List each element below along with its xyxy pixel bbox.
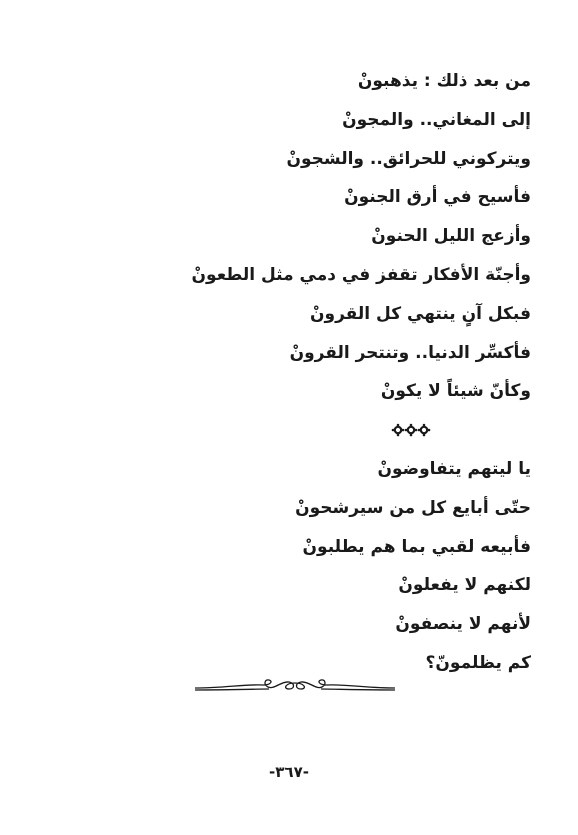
page-number: -٣٦٧-	[269, 763, 309, 781]
poem-line: يا ليتهم يتفاوضونْ	[377, 458, 531, 479]
poem-line: فأكسِّر الدنيا.. وتنتحر القرونْ	[289, 342, 531, 363]
stanza-separator	[201, 411, 531, 450]
poem-line: وكأنّ شيئاً لا يكونْ	[380, 381, 531, 402]
poem-line: حتّى أبايع كل من سيرشحونْ	[295, 497, 531, 518]
poem-line: من بعد ذلك : يذهبونْ	[357, 71, 531, 91]
poem-line: وأزعج الليل الحنونْ	[371, 226, 531, 247]
poem-line: كم يظلمونّ؟	[425, 652, 531, 673]
poem-line: لكنهم لا يفعلونْ	[398, 575, 531, 596]
poem-line: لأنهم لا ينصفونْ	[395, 614, 531, 635]
flourish-divider-icon	[195, 675, 395, 699]
poem-line: وأجنّة الأفكار تقفز في دمي مثل الطعونْ	[191, 264, 531, 285]
poem-line: فأبيعه لقبي بما هم يطلبونْ	[302, 536, 531, 557]
triple-flower-ornament-icon	[391, 423, 431, 437]
poem-line: إلى المغاني.. والمجونْ	[342, 109, 531, 130]
poem-line: فبكل آنٍ ينتهي كل القرونْ	[310, 303, 531, 324]
poem-line: فأسيح في أرق الجنونْ	[344, 187, 531, 208]
poem	[191, 62, 531, 683]
poem-line: ويتركوني للحرائق.. والشجونْ	[286, 148, 531, 169]
